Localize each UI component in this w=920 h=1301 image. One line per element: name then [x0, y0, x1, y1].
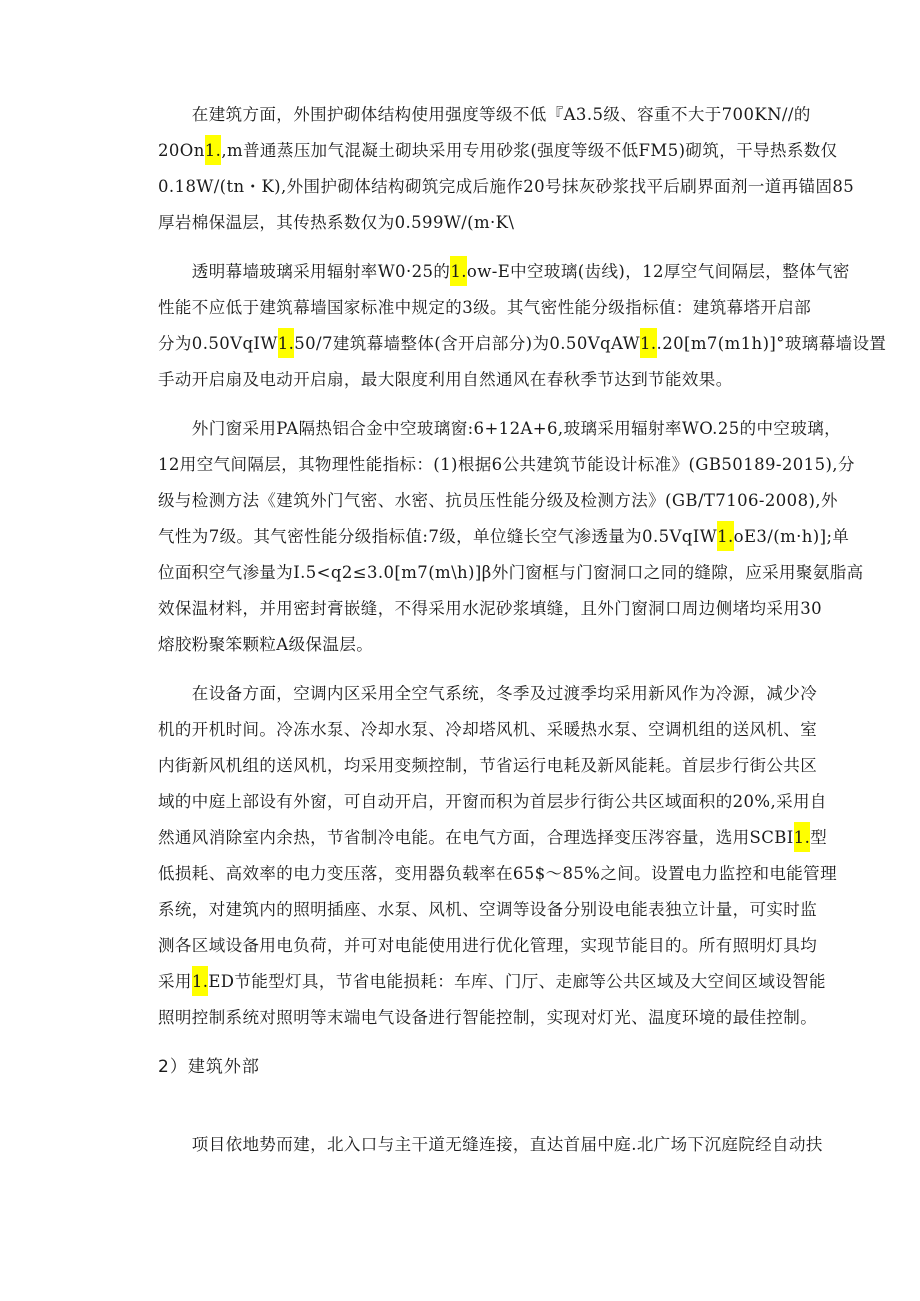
paragraph-line-3-7 — [158, 635, 373, 655]
text-run: 低损耗、高效率的电力变压落，变用器负载率在65$～85%之间。设置电力监控和电能管理 — [158, 864, 837, 883]
highlighted-text: 1. — [717, 521, 734, 551]
paragraph-line-1-4 — [158, 213, 514, 233]
paragraph-line-4-2 — [158, 720, 817, 740]
text-run: 气性为7级。其气密性能分级指标值:7级，单位缝长空气渗透量为0.5VqIW — [158, 527, 718, 546]
text-run: 级与检测方法《建筑外门气密、水密、抗员压性能分级及检测方法》(GB/T7106-2008),外 — [158, 491, 838, 510]
text-run: oE3/(m·h)];单 — [733, 527, 850, 546]
text-run: 在建筑方面，外围护砌体结构使用强度等级不低『A3.5级、容重不大于700KN//的 — [158, 105, 811, 124]
text-run: 50/7建筑幕墙整体(含开启部分)为0.50VqAW — [294, 334, 640, 353]
text-run: 系统，对建筑内的照明插座、水泵、风机、空调等设备分别设电能表独立计量，可实时监 — [158, 900, 818, 919]
paragraph-line-2-1 — [158, 262, 850, 282]
paragraph-line-2-3 — [158, 334, 886, 354]
paragraph-line-1-1 — [158, 105, 811, 125]
paragraph-line-1-3 — [158, 177, 854, 197]
text-run: 在设备方面，空调内区采用全空气系统，冬季及过渡季均采用新风作为冷源，减少冷 — [158, 684, 818, 703]
text-run: 手动开启扇及电动开启扇，最大限度利用自然通风在春秋季节达到节能效果。 — [158, 370, 733, 389]
paragraph-line-4-3 — [158, 756, 817, 776]
highlighted-text: 1. — [794, 822, 811, 852]
text-run: 位面积空气渗量为I.5<q2≤3.0[m7(m\h)] — [158, 563, 482, 582]
paragraph-line-4-10 — [158, 1008, 817, 1028]
text-run: 12用空气间隔层，其物理性能指标：(1)根据6公共建筑节能设计标准》(GB50189-2015),分 — [158, 455, 855, 474]
text-run: 性能不应低于建筑幕墙国家标准中规定的3级。其气密性能分级指标值：建筑幕塔开启部 — [158, 298, 812, 317]
highlighted-text: 1. — [450, 256, 467, 286]
text-run: 项目依地势而建，北入口与主干道无缝连接，直达首届中庭.北广场下沉庭院经自动扶 — [158, 1135, 823, 1154]
text-run: 熔胶粉聚笨颗粒A级保温层。 — [158, 635, 374, 654]
paragraph-line-4-7 — [158, 900, 817, 920]
text-run: β — [481, 563, 492, 582]
paragraph-line-2-4 — [158, 370, 733, 390]
paragraph-line-2-2 — [158, 298, 811, 318]
text-run: ow-E中空玻璃(齿线)，12厚空气间隔层，整体气密 — [466, 262, 850, 281]
text-run: 效保温材料，并用密封膏嵌缝，不得采用水泥砂浆填缝，且外门窗洞口周边侧堵均采用30 — [158, 599, 822, 618]
text-run: ED节能型灯具，节省电能损耗：车库、门厅、走廊等公共区域及大空间区域设智能 — [208, 972, 826, 991]
text-run: 内街新风机组的送风机，均采用变频控制，节省运行电耗及新风能耗。首层步行街公共区 — [158, 756, 818, 775]
paragraph-line-4-9 — [158, 972, 826, 992]
text-run: 外门窗采用PA隔热铝合金中空玻璃窗:6+12A+6,玻璃采用辐射率WO.25的中空玻璃， — [158, 419, 842, 438]
text-run: 然通风消除室内余热，节省制冷电能。在电气方面，合理选择变压涔容量，选用SCBI — [158, 828, 794, 847]
paragraph-line-3-2 — [158, 455, 855, 475]
text-run: 0.18W/(tn・K),外围护砌体结构砌筑完成后施作20号抹灰砂浆找平后刷界面剂一道再锚固85 — [158, 177, 855, 196]
paragraph-line-last — [158, 1135, 823, 1155]
text-run: 域的中庭上部设有外窗，可自动开启，开窗而积为首层步行街公共区域面积的20%,采用自 — [158, 792, 827, 811]
text-run: 采用 — [158, 972, 192, 991]
paragraph-line-3-1 — [158, 419, 841, 439]
text-run: 测各区域设备用电负荷，并可对电能使用进行优化管理，实现节能目的。所有照明灯具均 — [158, 936, 818, 955]
text-run: 型 — [810, 828, 828, 847]
paragraph-line-3-4 — [158, 527, 849, 547]
text-run: 厚岩棉保温层，其传热系数仅为0.599W/(m·K\ — [158, 213, 515, 232]
section-heading: 2）建筑外部 — [158, 1057, 260, 1077]
highlighted-text: 1. — [640, 328, 657, 358]
text-run: 机的开机时间。冷冻水泵、冷却水泵、冷却塔风机、采暖热水泵、空调机组的送风机、室 — [158, 720, 818, 739]
paragraph-line-1-2 — [158, 141, 838, 161]
paragraph-line-3-3 — [158, 491, 838, 511]
paragraph-line-4-6 — [158, 864, 837, 884]
paragraph-line-4-5 — [158, 828, 827, 848]
text-run: ,m — [221, 141, 244, 160]
text-run: n — [193, 141, 205, 160]
highlighted-text: 1. — [192, 966, 209, 996]
highlighted-text: 1. — [278, 328, 295, 358]
paragraph-line-4-1 — [158, 684, 817, 704]
paragraph-line-3-6 — [158, 599, 822, 619]
text-run: 透明幕墙玻璃采用辐射率W0·25的 — [158, 262, 451, 281]
highlighted-text: 1. — [205, 135, 222, 165]
text-run: 分为0.50VqIW — [158, 334, 278, 353]
text-run: 普通蒸压加气混凝土砌块采用专用砂浆(强度等级不低FM5)砌筑，干导热系数仅 — [243, 141, 838, 160]
paragraph-line-4-4 — [158, 792, 827, 812]
text-run: .20[m7(m1h)]°玻璃幕墙设置 — [656, 334, 887, 353]
text-run: 20O — [158, 141, 194, 160]
text-run: 照明控制系统对照明等末端电气设备进行智能控制，实现对灯光、温度环境的最佳控制。 — [158, 1008, 818, 1027]
text-run: 外门窗框与门窗洞口之同的缝隙，应采用聚氨脂高 — [491, 563, 864, 582]
paragraph-line-3-5 — [158, 563, 864, 583]
paragraph-line-4-8 — [158, 936, 817, 956]
